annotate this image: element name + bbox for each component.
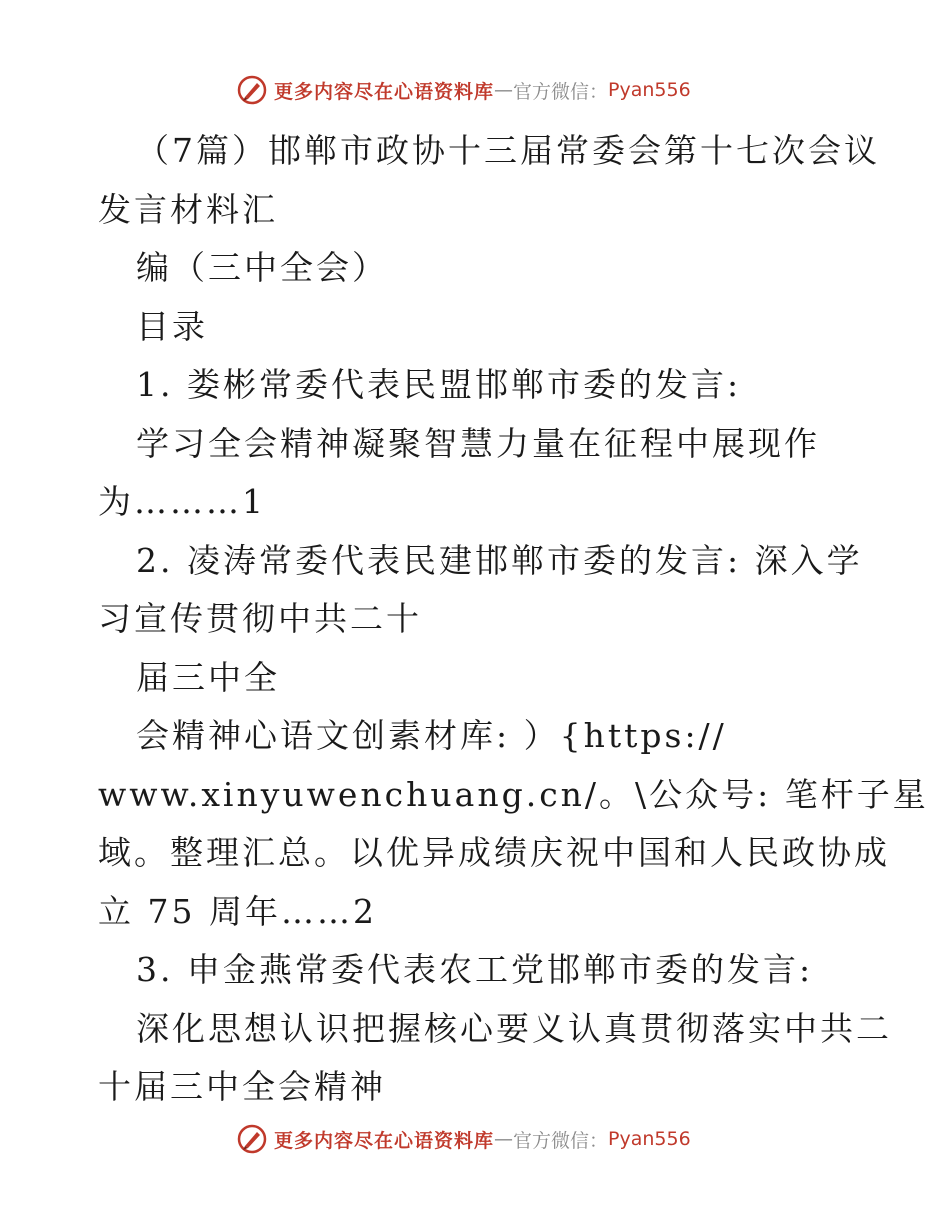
- pen-logo-icon: [236, 74, 268, 106]
- toc-entry-line: 习宣传贯彻中共二十: [98, 599, 422, 638]
- toc-entry-line: www.xinyuwenchuang.cn/。\公众号: 笔杆子星: [98, 774, 929, 814]
- toc-entry-line: 为………1: [98, 482, 266, 521]
- document-title-line: 发言材料汇: [98, 189, 278, 229]
- watermark-separator: —: [494, 79, 514, 101]
- toc-entry-line: 会精神心语文创素材库: ）{https://: [136, 716, 727, 755]
- document-title-line: 编（三中全会）: [136, 248, 388, 287]
- watermark-text: 更多内容尽在心语资料库: [274, 1129, 495, 1152]
- toc-entry-line: 域。整理汇总。以优异成绩庆祝中国和人民政协成: [98, 833, 890, 872]
- toc-entry-line: 3. 申金燕常委代表农工党邯郸市委的发言:: [136, 950, 814, 989]
- watermark-text: 更多内容尽在心语资料库: [274, 80, 495, 103]
- pen-logo-icon: [236, 1123, 268, 1155]
- watermark-id: Pyan556: [608, 79, 691, 101]
- document-body: [98, 122, 929, 1117]
- toc-entry-line: 十届三中全会精神: [98, 1067, 386, 1106]
- toc-entry-line: 2. 凌涛常委代表民建邯郸市委的发言: 深入学: [136, 540, 863, 580]
- watermark-header: [236, 72, 691, 108]
- watermark-official: 官方微信：: [513, 80, 609, 103]
- toc-entry-line: 学习全会精神凝聚智慧力量在征程中展现作: [136, 423, 820, 463]
- toc-entry-line: 1. 娄彬常委代表民盟邯郸市委的发言:: [136, 365, 742, 404]
- watermark-id: Pyan556: [608, 1128, 691, 1150]
- watermark-footer: [236, 1121, 691, 1157]
- document-title-line: （7篇）邯郸市政协十三届常委会第十七次会议: [136, 131, 880, 170]
- toc-entry-line: 届三中全: [136, 657, 280, 697]
- toc-entry-line: 深化思想认识把握核心要义认真贯彻落实中共二: [136, 1008, 892, 1048]
- watermark-official: 官方微信：: [513, 1129, 609, 1152]
- toc-entry-line: 立 75 周年……2: [98, 891, 377, 931]
- toc-heading: 目录: [136, 306, 208, 346]
- watermark-separator: —: [494, 1128, 514, 1150]
